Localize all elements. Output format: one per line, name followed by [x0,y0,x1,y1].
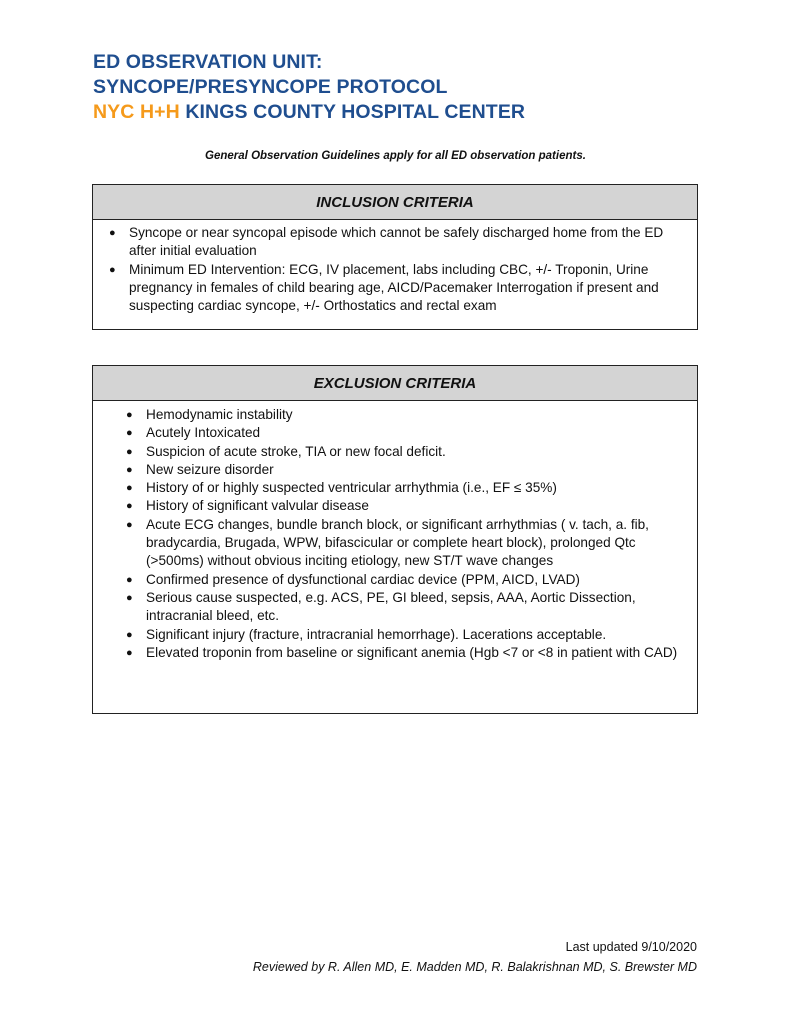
bullet-icon: ● [126,409,133,421]
list-item [101,516,689,571]
title-line-unit: ED OBSERVATION UNIT: [93,51,323,73]
title-org-name: NYC H+H [93,101,180,123]
list-item-text: Serious cause suspected, e.g. ACS, PE, GI bleed, sepsis, AAA, Aortic Dissection, intracranial bleed, etc. [146,589,636,624]
list-item [101,626,689,644]
bullet-icon: ● [126,573,133,586]
bullet-icon: ● [126,628,133,641]
inclusion-criteria-list [101,224,689,315]
last-updated-text: Last updated 9/10/2020 [565,940,697,954]
list-item-text: History of or highly suspected ventricular arrhythmia (i.e., EF ≤ 35%) [146,480,557,496]
list-item [101,589,689,626]
list-item [101,406,689,424]
list-item [101,571,689,589]
reviewed-by-text: Reviewed by R. Allen MD, E. Madden MD, R. Balakrishnan MD, S. Brewster MD [252,960,697,974]
bullet-icon: ● [126,591,133,604]
bullet-icon: ● [126,427,133,440]
exclusion-criteria-list [101,406,689,662]
title-hospital-name: KINGS COUNTY HOSPITAL CENTER [179,101,526,123]
list-item [101,497,689,515]
inclusion-criteria-header: INCLUSION CRITERIA [93,185,697,220]
title-line-hospital [93,100,525,125]
list-item-text: Elevated troponin from baseline or significant anemia (Hgb <7 or <8 in patient with CAD) [146,644,678,660]
list-item-text: Acutely Intoxicated [146,425,261,441]
bullet-icon: ● [109,263,116,276]
list-item [101,479,689,497]
list-item [101,261,689,316]
bullet-icon: ● [109,227,116,239]
bullet-icon: ● [126,445,133,458]
inclusion-criteria-box [92,184,698,330]
list-item [101,443,689,461]
document-title [93,50,525,125]
exclusion-criteria-body [93,401,697,668]
exclusion-criteria-box [92,365,698,714]
guidelines-note: General Observation Guidelines apply for all ED observation patients. [205,150,586,162]
bullet-icon: ● [126,518,133,531]
list-item-text: Confirmed presence of dysfunctional cardiac device (PPM, AICD, LVAD) [146,571,580,587]
list-item-text: Minimum ED Intervention: ECG, IV placement, labs including CBC, +/- Troponin, Urine pregnancy in females of child bearing age, AICD/Pacemaker Interrogation if present and suspecting cardiac syncope, +/- Orthostatics and rectal exam [129,261,659,314]
list-item-text: Acute ECG changes, bundle branch block, or significant arrhythmias ( v. tach, a. fib, bradycardia, Brugada, WPW, bifascicular or complete heart block), prolonged Qtc (>500ms) without obvious inciting etiology, new ST/T wave changes [146,516,649,569]
inclusion-criteria-body [93,220,697,321]
list-item [101,644,689,662]
list-item-text: New seizure disorder [146,461,274,477]
list-item [101,224,689,261]
list-item-text: Hemodynamic instability [146,407,293,422]
list-item [101,461,689,479]
title-line-protocol: SYNCOPE/PRESYNCOPE PROTOCOL [93,76,448,98]
list-item-text: Syncope or near syncopal episode which cannot be safely discharged home from the ED after initial evaluation [129,225,664,259]
list-item-text: Significant injury (fracture, intracranial hemorrhage). Lacerations acceptable. [146,626,607,642]
list-item [101,424,689,442]
list-item-text: History of significant valvular disease [146,498,369,514]
bullet-icon: ● [126,482,133,495]
bullet-icon: ● [126,500,133,513]
bullet-icon: ● [126,463,133,476]
exclusion-criteria-header: EXCLUSION CRITERIA [93,366,697,401]
bullet-icon: ● [126,646,133,659]
list-item-text: Suspicion of acute stroke, TIA or new focal deficit. [146,443,446,459]
